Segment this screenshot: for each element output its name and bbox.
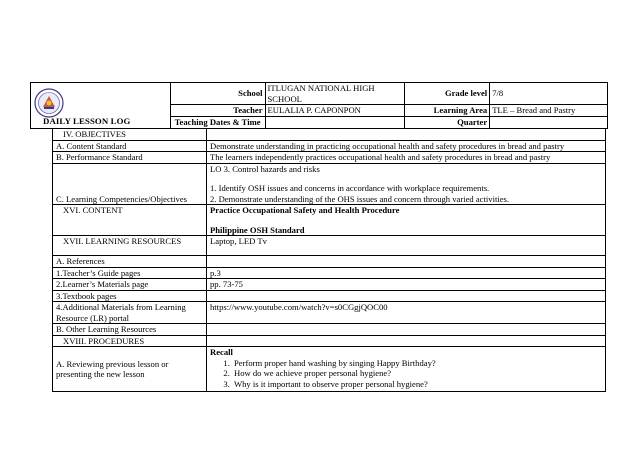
other-resources-value (207, 324, 606, 336)
teaching-dates-label: Teaching Dates & Time (170, 117, 265, 129)
recall-item: 2. How do we achieve proper personal hygiene? (232, 368, 602, 379)
learners-materials-label: 2.Learner’s Materials page (53, 279, 207, 291)
additional-materials-label: 4.Additional Materials from Learning Resource (LR) portal (53, 302, 207, 324)
school-label: School (170, 83, 265, 105)
objectives-row (53, 129, 606, 141)
recall-title: Recall (210, 347, 233, 357)
references-label: A. References (53, 256, 207, 268)
logo-cell (31, 83, 171, 129)
learning-area-value: TLE – Bread and Pastry (490, 105, 608, 117)
content-value (207, 205, 606, 236)
lesson-table (52, 128, 606, 392)
recall-list (210, 358, 602, 390)
quarter-value (490, 117, 608, 129)
review-lesson-value (207, 347, 606, 392)
procedures-heading: XVIII. PROCEDURES (53, 335, 207, 347)
competencies-item-1: 1. Identify OSH issues and concerns in accordance with workplace requirements. (210, 183, 490, 193)
teachers-guide-label: 1.Teacher’s Guide pages (53, 267, 207, 279)
learners-materials-value: pp. 73-75 (207, 279, 606, 291)
other-resources-label: B. Other Learning Resources (53, 324, 207, 336)
competencies-label: C. Learning Competencies/Objectives (53, 163, 207, 205)
grade-label: Grade level (405, 83, 490, 105)
competencies-value (207, 163, 606, 205)
header-table (30, 82, 608, 129)
content-heading: XVI. CONTENT (53, 205, 207, 236)
learning-resources-heading: XVII. LEARNING RESOURCES (53, 236, 207, 256)
recall-item: 1. Perform proper hand washing by singing Happy Birthday? (232, 358, 602, 369)
textbook-pages-label: 3.Textbook pages (53, 290, 207, 302)
objectives-heading: IV. OBJECTIVES (53, 129, 207, 141)
quarter-label: Quarter (405, 117, 490, 129)
competencies-lo: LO 3. Control hazards and risks (210, 163, 320, 174)
procedures-cell (207, 335, 606, 347)
teachers-guide-value: p.3 (207, 267, 606, 279)
learning-area-label: Learning Area (405, 105, 490, 117)
teacher-value: EULALIA P. CAPONPON (265, 105, 405, 117)
performance-standard-value: The learners independently practices occupational health and safety procedures in bread and pastry (207, 152, 606, 164)
review-lesson-label: A. Reviewing previous lesson or presenting the new lesson (53, 347, 207, 392)
additional-materials-link[interactable]: https://www.youtube.com/watch?v=s0CGgjQOC00 (207, 302, 606, 324)
performance-standard-label: B. Performance Standard (53, 152, 207, 164)
content-topic: Practice Occupational Safety and Health Procedure (210, 205, 400, 215)
textbook-pages-value (207, 290, 606, 302)
grade-value: 7/8 (490, 83, 608, 105)
recall-item: 3. Why is it important to observe proper personal hygiene? (232, 379, 602, 390)
objectives-cell (207, 129, 606, 141)
content-standard-topic: Philippine OSH Standard (210, 224, 305, 235)
content-standard-label: A. Content Standard (53, 140, 207, 152)
learning-resources-value: Laptop, LED Tv (207, 236, 606, 256)
competencies-item-2: 2. Demonstrate understanding of the OHS issues and concern through varied activities. (210, 193, 510, 204)
teaching-dates-value (265, 117, 405, 129)
daily-lesson-log-title: DAILY LESSON LOG (43, 115, 131, 126)
content-standard-value: Demonstrate understanding in practicing occupational health and safety procedures in bread and pastry (207, 140, 606, 152)
teacher-label: Teacher (170, 105, 265, 117)
school-value: ITLUGAN NATIONAL HIGH SCHOOL (265, 83, 405, 105)
deped-seal-icon (34, 88, 64, 118)
references-cell (207, 256, 606, 268)
